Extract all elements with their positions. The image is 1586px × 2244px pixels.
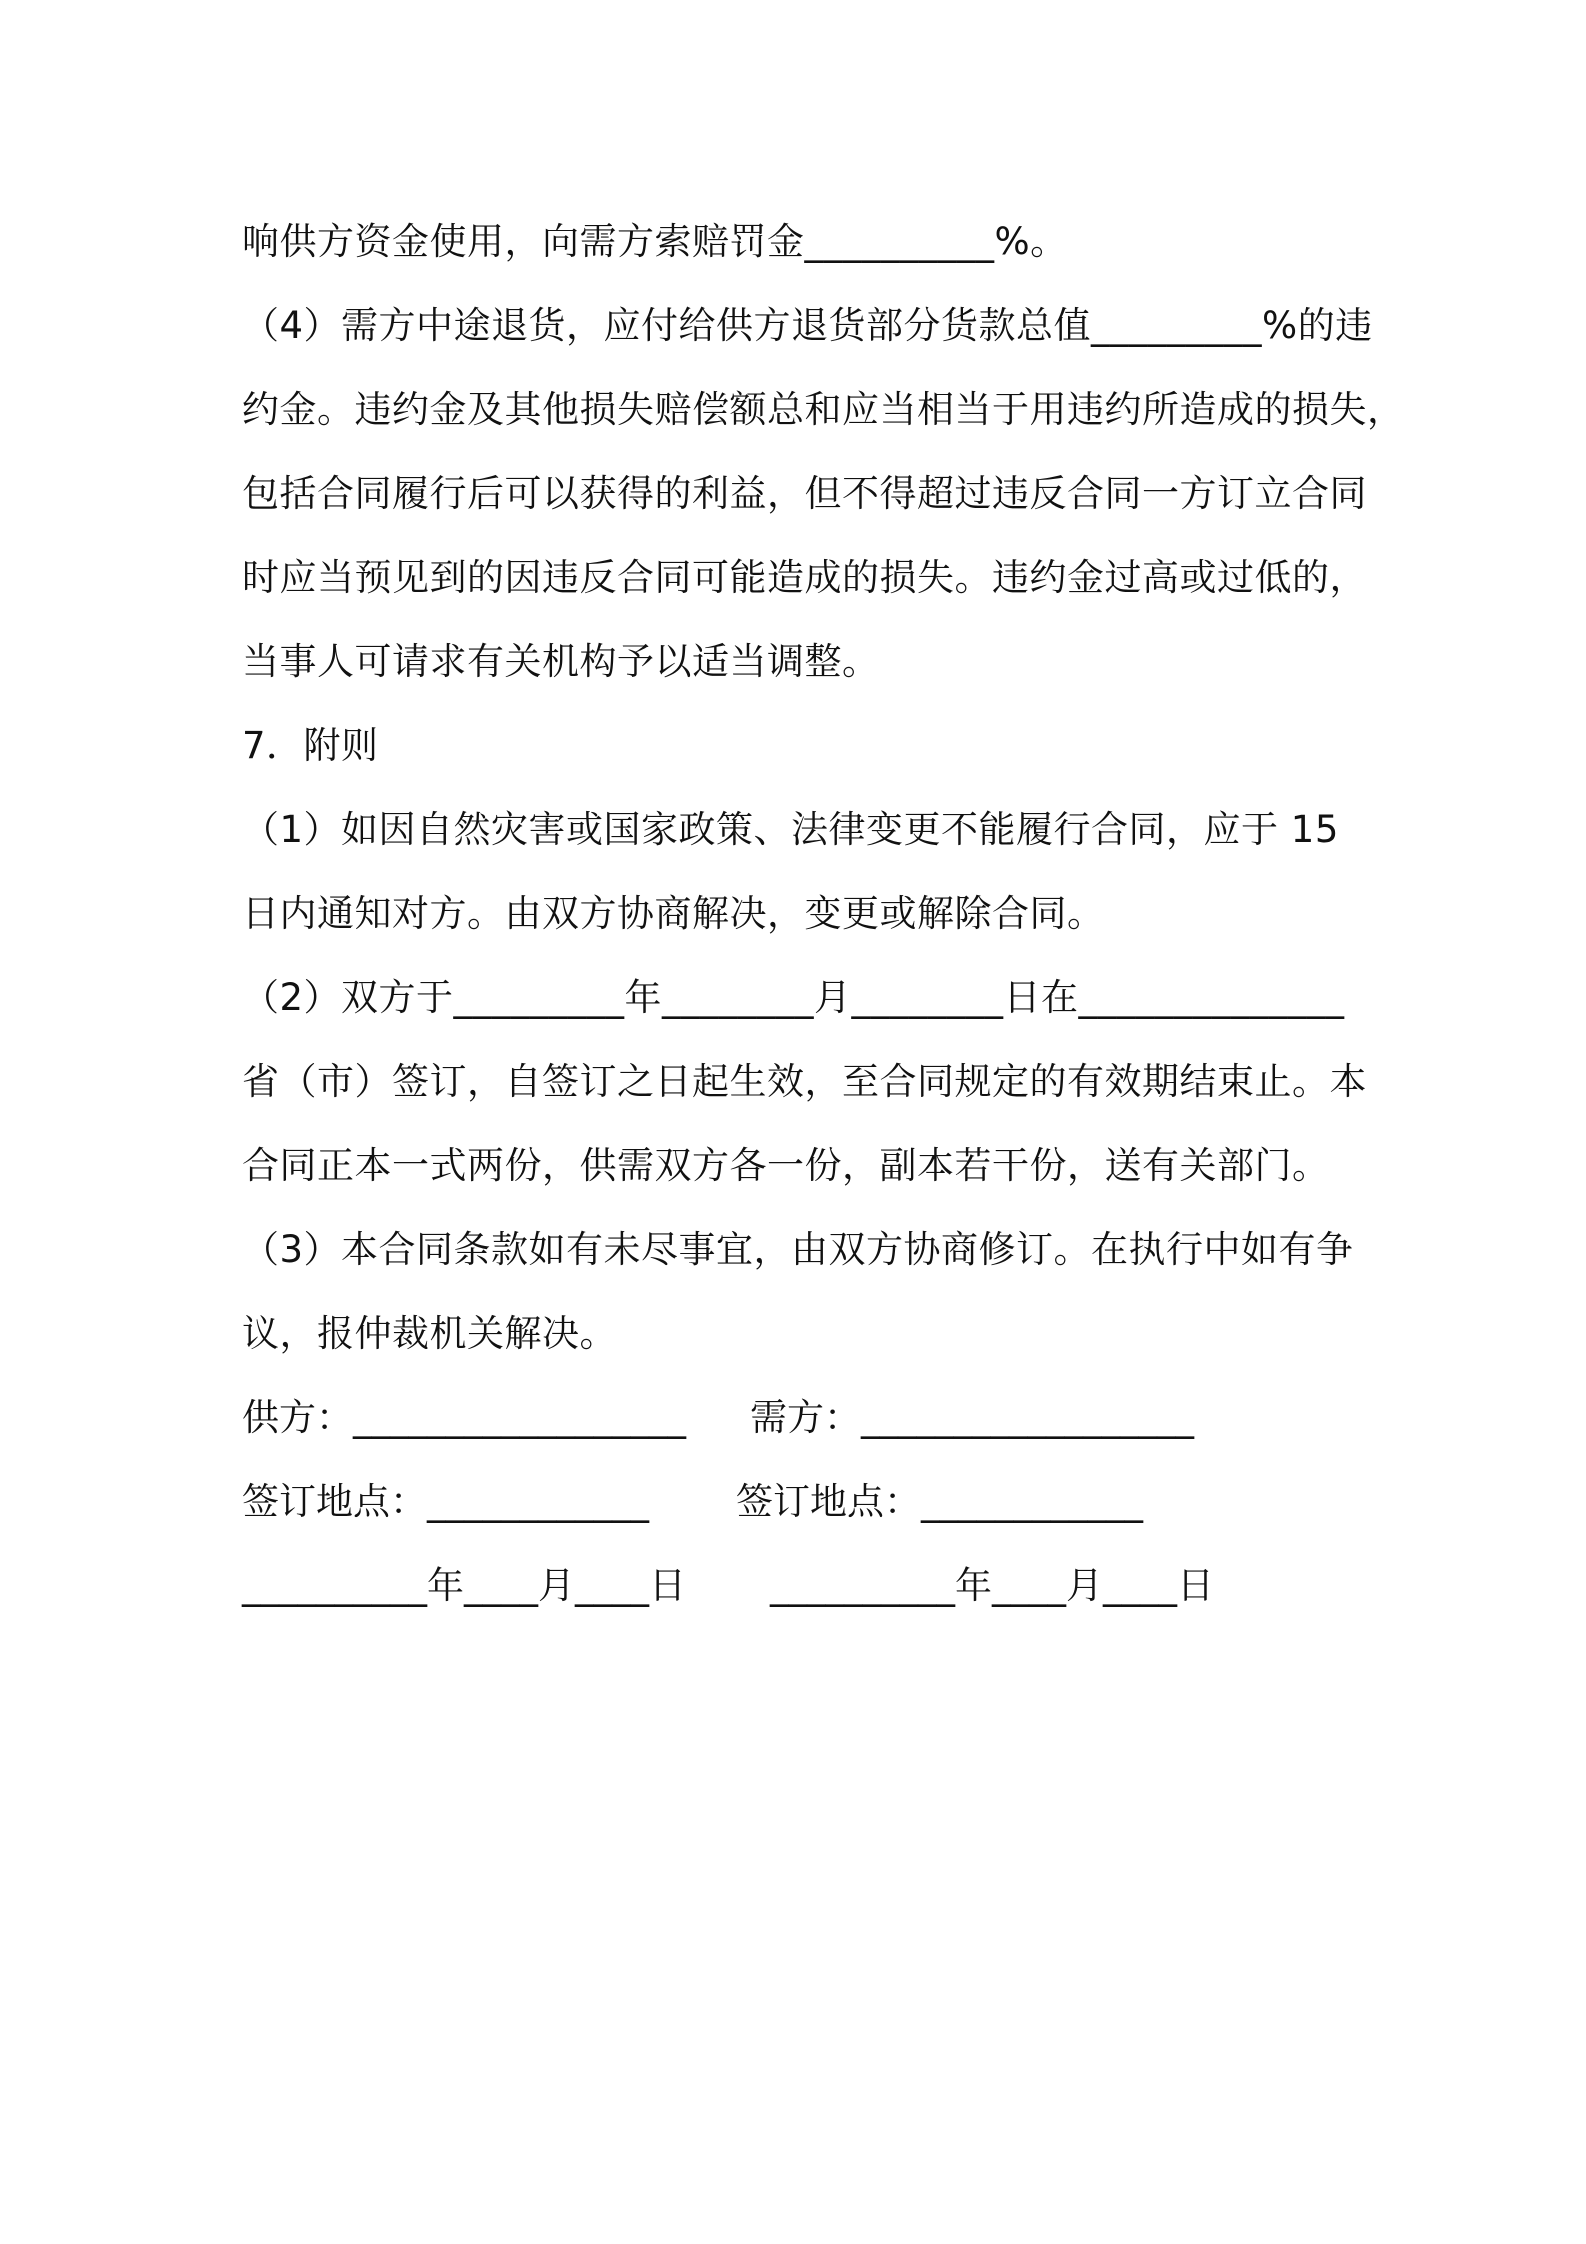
section-heading: 7．附则	[242, 724, 379, 767]
text-line: 省（市）签订，自签订之日起生效，至合同规定的有效期结束止。本	[242, 1060, 1367, 1103]
signature-row-parties	[242, 1376, 1382, 1460]
supplier-date: __________年____月____日	[242, 1564, 686, 1607]
text-line: 响供方资金使用，向需方索赔罚金__________%。	[242, 220, 1068, 263]
document-body	[242, 200, 1405, 1628]
buyer-label: 需方：__________________	[750, 1396, 1194, 1439]
text-line: （2）双方于_________年________月________日在______________	[242, 976, 1345, 1019]
buyer-place: 签订地点：____________	[736, 1480, 1143, 1523]
text-line: 议，报仲裁机关解决。	[242, 1312, 617, 1355]
text-line: 包括合同履行后可以获得的利益，但不得超过违反合同一方订立合同	[242, 472, 1367, 515]
signature-block	[242, 1376, 1382, 1628]
supplier-place: 签订地点：____________	[242, 1480, 649, 1523]
text-line: 合同正本一式两份，供需双方各一份，副本若干份，送有关部门。	[242, 1144, 1330, 1187]
text-line: （4）需方中途退货，应付给供方退货部分货款总值_________%的违	[242, 304, 1373, 347]
supplier-label: 供方：__________________	[242, 1396, 686, 1439]
signature-row-place	[242, 1460, 1382, 1544]
text-line: （3）本合同条款如有未尽事宜，由双方协商修订。在执行中如有争	[242, 1228, 1354, 1271]
text-line: 日内通知对方。由双方协商解决，变更或解除合同。	[242, 892, 1105, 935]
buyer-date: __________年____月____日	[770, 1564, 1214, 1607]
text-line: 当事人可请求有关机构予以适当调整。	[242, 640, 880, 683]
signature-row-date	[242, 1544, 1382, 1628]
text-line: （1）如因自然灾害或国家政策、法律变更不能履行合同，应于 15	[242, 808, 1339, 851]
text-line: 时应当预见到的因违反合同可能造成的损失。违约金过高或过低的，	[242, 556, 1367, 599]
text-line: 约金。违约金及其他损失赔偿额总和应当相当于用违约所造成的损失，	[242, 388, 1405, 431]
